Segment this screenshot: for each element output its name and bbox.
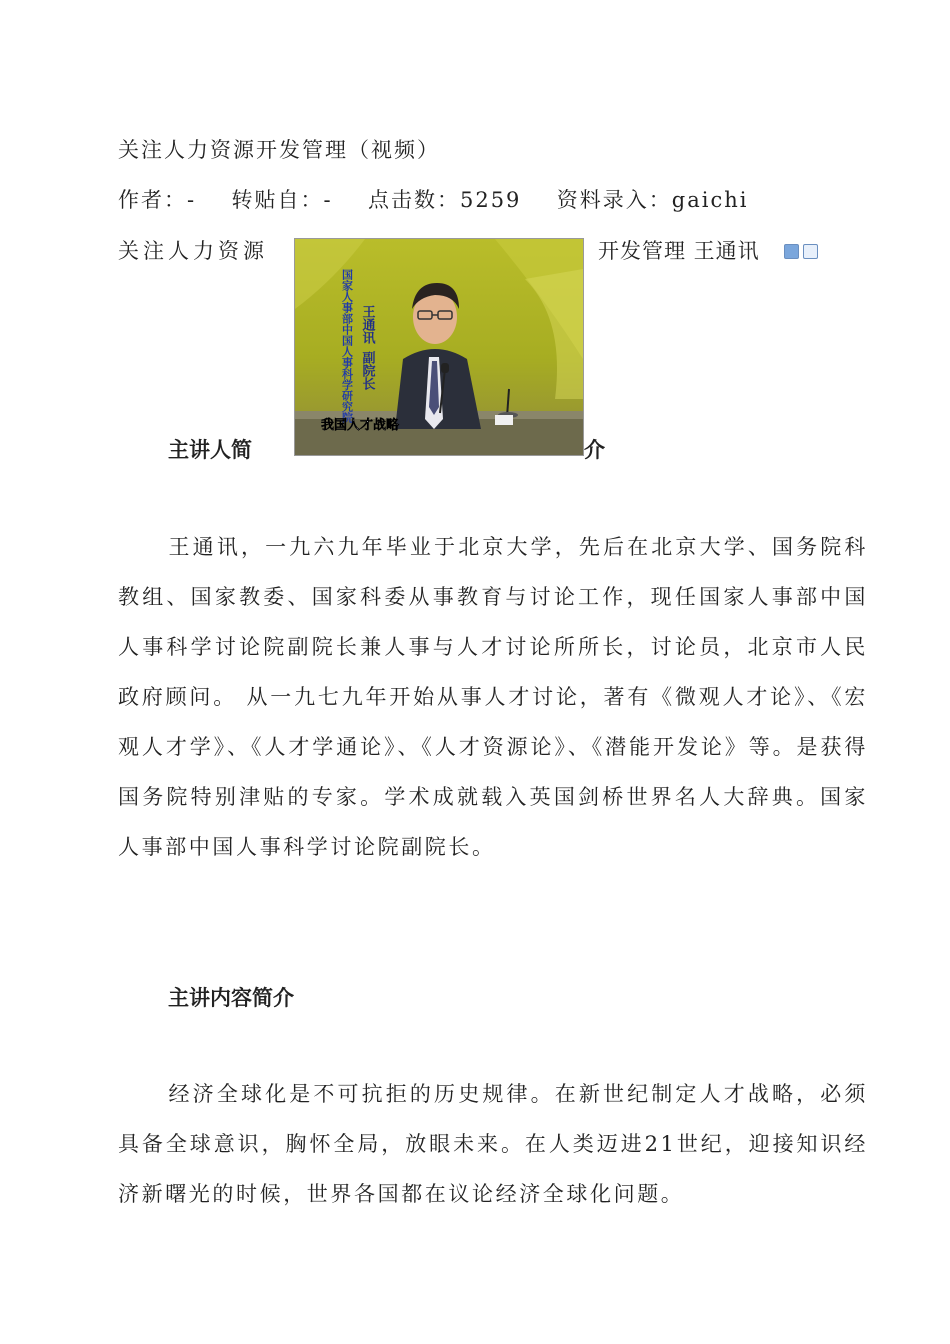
content-summary-text: 经济全球化是不可抗拒的历史规律。在新世纪制定人才战略，必须具备全球意识，胸怀全局，放眼未来。在人类迈进21世纪，迎接知识经济新曙光的时候，世界各国都在议论经济全球化问题。 (118, 1082, 868, 1206)
subtitle-right: 开发管理 王通讯 (598, 239, 760, 263)
heading-speaker-right: 介 (584, 437, 605, 462)
entry-label: 资料录入： (556, 188, 672, 212)
meta-line (118, 184, 748, 214)
speaker-bio (118, 522, 868, 872)
repost-label: 转贴自： (231, 188, 324, 212)
media-icons (780, 241, 818, 260)
subtitle-left: 关注人力资源 (118, 239, 268, 263)
repost-value: - (323, 188, 333, 212)
heading-content: 主讲内容简介 (168, 985, 294, 1010)
page-title: 关注人力资源开发管理（视频） (118, 138, 440, 162)
content-summary (118, 1069, 868, 1219)
author-label: 作者： (118, 188, 187, 212)
speaker-bio-text: 王通讯，一九六九年毕业于北京大学，先后在北京大学、国务院科教组、国家教委、国家科委从事教育与讨论工作，现任国家人事部中国人事科学讨论院副院长兼人事与人才讨论所所长，讨论员，北京市人民政府顾问。 从一九七九年开始从事人才讨论，著有《微观人才论》、《宏观人才学》、《人才学通论》、《人才资源论》、《潜能开发论》等。是获得国务院特别津贴的专家。学术成就载入英国剑桥世界名人大辞典。国家人事部中国人事科学讨论院副院长。 (118, 535, 868, 859)
heading-speaker-left: 主讲人简 (168, 437, 252, 462)
speaker-photo-illustration (295, 239, 583, 455)
clicks-value: 5259 (459, 188, 522, 212)
camera-icon[interactable] (784, 244, 799, 259)
entry-value: gaichi (671, 188, 749, 212)
clicks-label: 点击数： (367, 188, 460, 212)
photo-bottom-caption: 我国人才战略 (321, 418, 400, 433)
photo-vertical-caption: 国家人事部中国人事科学研究院 (340, 269, 354, 423)
photo-role-caption: 副院长 (359, 351, 375, 390)
author-value: - (187, 188, 197, 212)
speaker-photo (294, 238, 584, 456)
window-icon[interactable] (803, 244, 818, 259)
photo-name-caption: 王通讯 (359, 305, 375, 344)
